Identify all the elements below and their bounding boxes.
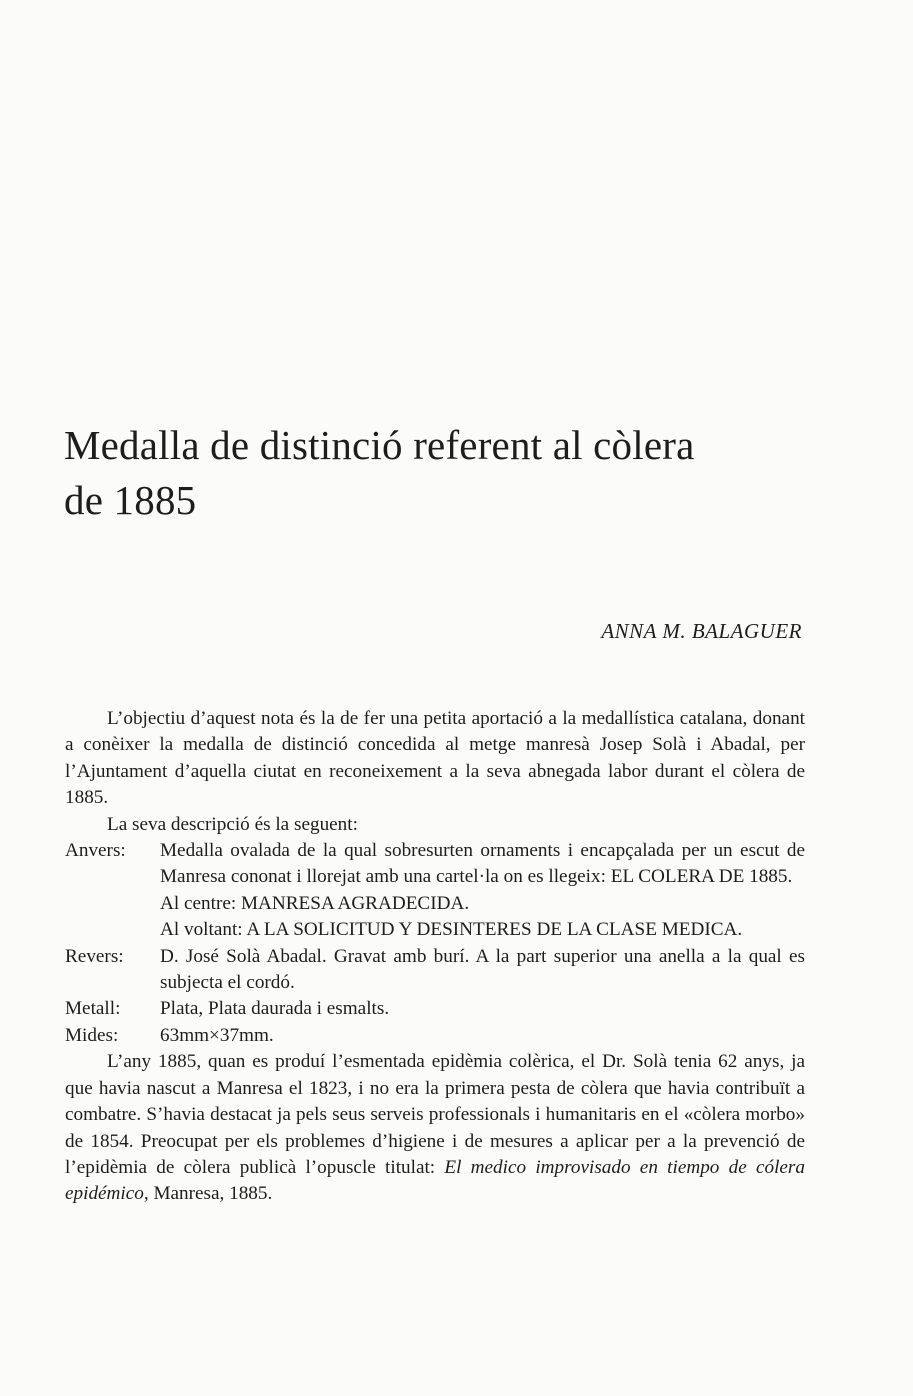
book-title: El medico improvisado en tiempo de cólera epidémico, <box>65 1156 805 1205</box>
closing-text: L’any 1885, quan es produí l’esmentada epidèmia colèrica, el Dr. Solà tenia 62 anys, ja que havia nascut a Manresa el 1823, i no era la primera pesta de còlera que havia contribuït a combatre. S’havia destacat ja pels seus serveis professionals i humanitaris en el «còlera morbo» de 1854. Preocupat per els problemes d’higiene i de mesures a aplicar per a la prevenció de l’epidèmia de còlera publicà l’opuscle titulat: <box>65 1051 805 1178</box>
author-name: ANNA M. BALAGUER <box>601 619 802 643</box>
metall-entry <box>65 996 805 1022</box>
article-body <box>65 706 805 1208</box>
revers-text: D. José Solà Abadal. Gravat amb burí. A la part superior una anella a la qual es subjecta el cordó. <box>160 945 805 994</box>
title-line-1: Medalla de distinció referent al còlera <box>64 422 695 468</box>
title-line-2: de 1885 <box>64 477 197 523</box>
metall-label: Metall: <box>65 998 121 1020</box>
anvers-label: Anvers: <box>65 840 126 862</box>
intro-paragraph: L’objectiu d’aquest nota és la de fer una petita aportació a la medallística catalana, donant a conèixer la medalla de distinció concedida al metge manresà Josep Solà i Abadal, per l’Ajuntament d’aquella ciutat en reconeixement a la seva abnegada labor durant el còlera de 1885. <box>65 708 805 809</box>
revers-entry <box>65 944 805 997</box>
anvers-voltant: Al voltant: A LA SOLICITUD Y DESINTERES DE LA CLASE MEDICA. <box>160 919 743 941</box>
anvers-centre: Al centre: MANRESA AGRADECIDA. <box>160 892 470 914</box>
anvers-entry <box>65 838 805 944</box>
revers-label: Revers: <box>65 945 124 967</box>
article-title <box>64 418 824 528</box>
mides-entry <box>65 1023 805 1049</box>
metall-text: Plata, Plata daurada i esmalts. <box>160 998 390 1020</box>
mides-text: 63mm×37mm. <box>160 1024 274 1046</box>
closing-tail: Manresa, 1885. <box>148 1183 273 1205</box>
anvers-text <box>160 838 805 944</box>
closing-paragraph <box>65 1049 805 1207</box>
mides-label: Mides: <box>65 1024 119 1046</box>
anvers-description: Medalla ovalada de la qual sobresurten ornaments i encapçalada per un escut de Manresa cononat i llorejat amb una cartel·la on es llegeix: EL COLERA DE 1885. <box>160 840 805 888</box>
description-intro: La seva descripció és la seguent: <box>107 813 358 835</box>
